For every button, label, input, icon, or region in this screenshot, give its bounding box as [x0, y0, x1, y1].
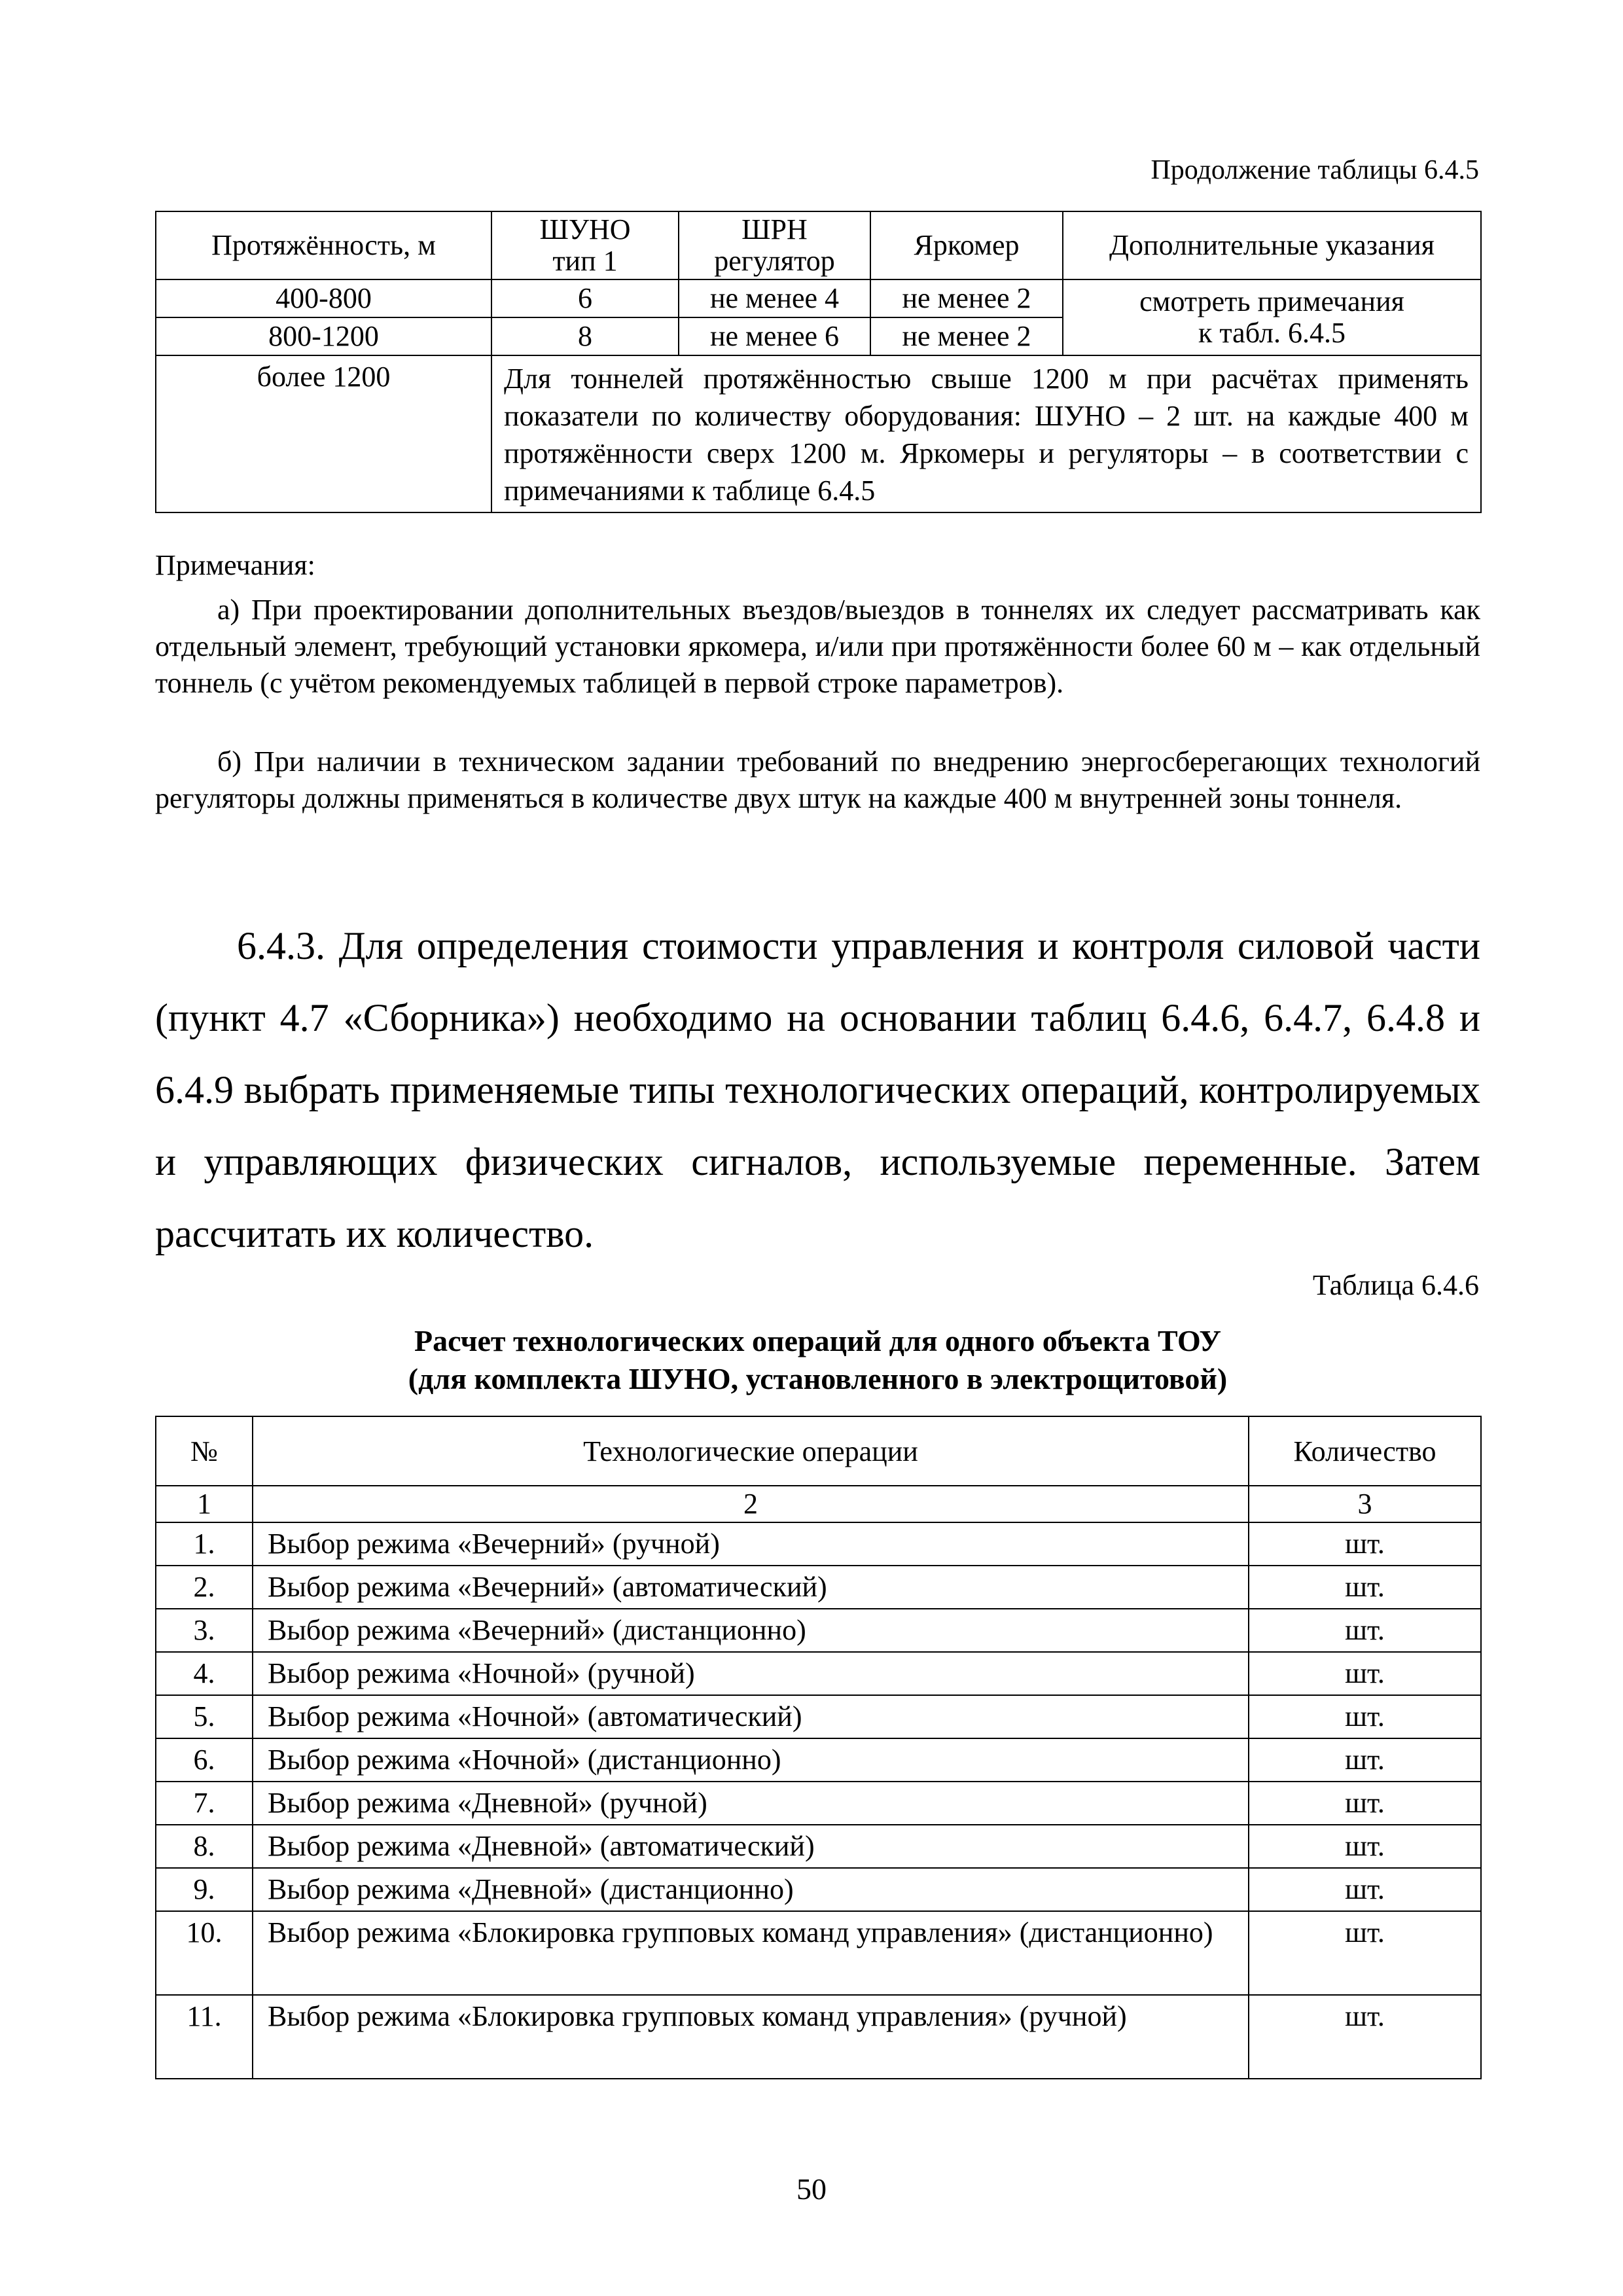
operations-table: [155, 1416, 1482, 2079]
quantity-unit: шт.: [1249, 1995, 1481, 2079]
cell-length: более 1200: [156, 355, 491, 512]
quantity-unit: шт.: [1249, 1738, 1481, 1782]
col-number-3: 3: [1249, 1486, 1481, 1522]
row-number: 3.: [156, 1609, 253, 1652]
row-number: 9.: [156, 1868, 253, 1911]
cell-length: 400-800: [156, 279, 491, 317]
row-number: 2.: [156, 1566, 253, 1609]
header-operations: Технологические операции: [253, 1416, 1249, 1486]
quantity-unit: шт.: [1249, 1868, 1481, 1911]
cell-shrn: не менее 6: [679, 317, 870, 355]
equipment-table: [155, 211, 1482, 513]
cell-shrn: не менее 4: [679, 279, 870, 317]
column-number-row: [156, 1486, 1481, 1522]
table-row: [156, 1695, 1481, 1738]
operation-name: Выбор режима «Дневной» (автоматический): [253, 1825, 1249, 1868]
table-row: [156, 1566, 1481, 1609]
quantity-unit: шт.: [1249, 1609, 1481, 1652]
table-row: [156, 1825, 1481, 1868]
note-b: б) При наличии в техническом задании требований по внедрению энергосберегающих технологий регуляторы должны применяться в количестве двух штук на каждые 400 м внутренней зоны тоннеля.: [155, 745, 1480, 814]
header-quantity: Количество: [1249, 1416, 1481, 1486]
cell-long-tunnel-note: Для тоннелей протяжённостью свыше 1200 м при расчётах применять показатели по количеству оборудования: ШУНО – 2 шт. на каждые 400 м протяжённости сверх 1200 м. Яркомеры и регуляторы – в соответствии с примечаниями к таблице 6.4.5: [491, 355, 1481, 512]
header-number: №: [156, 1416, 253, 1486]
quantity-unit: шт.: [1249, 1522, 1481, 1566]
table-title: Расчет технологических операций для одного объекта ТОУ (для комплекта ШУНО, установленного в электрощитовой): [408, 1324, 1228, 1395]
cell-shuno: 8: [491, 317, 679, 355]
body-paragraph: 6.4.3. Для определения стоимости управления и контроля силовой части (пункт 4.7 «Сборника») необходимо на основании таблиц 6.4.6, 6.4.7, 6.4.8 и 6.4.9 выбрать применяемые типы технологических операций, контролируемых и управляющих физических сигналов, используемые переменные. Затем рассчитать их количество.: [155, 924, 1480, 1255]
quantity-unit: шт.: [1249, 1825, 1481, 1868]
page-number: 50: [796, 2172, 827, 2206]
quantity-unit: шт.: [1249, 1695, 1481, 1738]
quantity-unit: шт.: [1249, 1782, 1481, 1825]
note-a: а) При проектировании дополнительных въездов/выездов в тоннелях их следует рассматривать как отдельный элемент, требующий установки яркомера, и/или при протяжённости более 60 м – как отдельный тоннель (с учётом рекомендуемых таблицей в первой строке параметров).: [155, 594, 1480, 699]
table-row: [156, 355, 1481, 512]
row-number: 11.: [156, 1995, 253, 2079]
table-row: [156, 1782, 1481, 1825]
table-row: [156, 1522, 1481, 1566]
operation-name: Выбор режима «Вечерний» (автоматический): [253, 1566, 1249, 1609]
table-header-row: [156, 211, 1481, 279]
row-number: 4.: [156, 1652, 253, 1695]
table-row: [156, 1652, 1481, 1695]
col-number-2: 2: [253, 1486, 1249, 1522]
header-length: Протяжённость, м: [156, 211, 491, 279]
row-number: 10.: [156, 1911, 253, 1995]
row-number: 5.: [156, 1695, 253, 1738]
header-shrn: ШРН регулятор: [679, 211, 870, 279]
operation-name: Выбор режима «Ночной» (дистанционно): [253, 1738, 1249, 1782]
table-row: [156, 1995, 1481, 2079]
cell-brightness: не менее 2: [870, 317, 1063, 355]
cell-extra-instructions: смотреть примечания к табл. 6.4.5: [1063, 279, 1481, 355]
table-row: [156, 279, 1481, 317]
header-brightness-meter: Яркомер: [870, 211, 1063, 279]
row-number: 1.: [156, 1522, 253, 1566]
table-caption: Таблица 6.4.6: [1312, 1269, 1479, 1301]
operation-name: Выбор режима «Ночной» (автоматический): [253, 1695, 1249, 1738]
header-extra-instructions: Дополнительные указания: [1063, 211, 1481, 279]
table-row: [156, 1868, 1481, 1911]
table-row: [156, 1738, 1481, 1782]
operation-name: Выбор режима «Дневной» (ручной): [253, 1782, 1249, 1825]
cell-shuno: 6: [491, 279, 679, 317]
operation-name: Выбор режима «Вечерний» (ручной): [253, 1522, 1249, 1566]
operation-name: Выбор режима «Вечерний» (дистанционно): [253, 1609, 1249, 1652]
quantity-unit: шт.: [1249, 1652, 1481, 1695]
table-row: [156, 1609, 1481, 1652]
quantity-unit: шт.: [1249, 1566, 1481, 1609]
table-row: [156, 1911, 1481, 1995]
table-header-row: [156, 1416, 1481, 1486]
operation-name: Выбор режима «Ночной» (ручной): [253, 1652, 1249, 1695]
operation-name: Выбор режима «Дневной» (дистанционно): [253, 1868, 1249, 1911]
cell-length: 800-1200: [156, 317, 491, 355]
row-number: 7.: [156, 1782, 253, 1825]
table-continuation-caption: Продолжение таблицы 6.4.5: [1150, 155, 1479, 185]
row-number: 6.: [156, 1738, 253, 1782]
quantity-unit: шт.: [1249, 1911, 1481, 1995]
header-shuno: ШУНО тип 1: [491, 211, 679, 279]
cell-brightness: не менее 2: [870, 279, 1063, 317]
col-number-1: 1: [156, 1486, 253, 1522]
operation-name: Выбор режима «Блокировка групповых команд управления» (дистанционно): [253, 1911, 1249, 1995]
notes-heading: Примечания:: [155, 549, 315, 581]
row-number: 8.: [156, 1825, 253, 1868]
operation-name: Выбор режима «Блокировка групповых команд управления» (ручной): [253, 1995, 1249, 2079]
